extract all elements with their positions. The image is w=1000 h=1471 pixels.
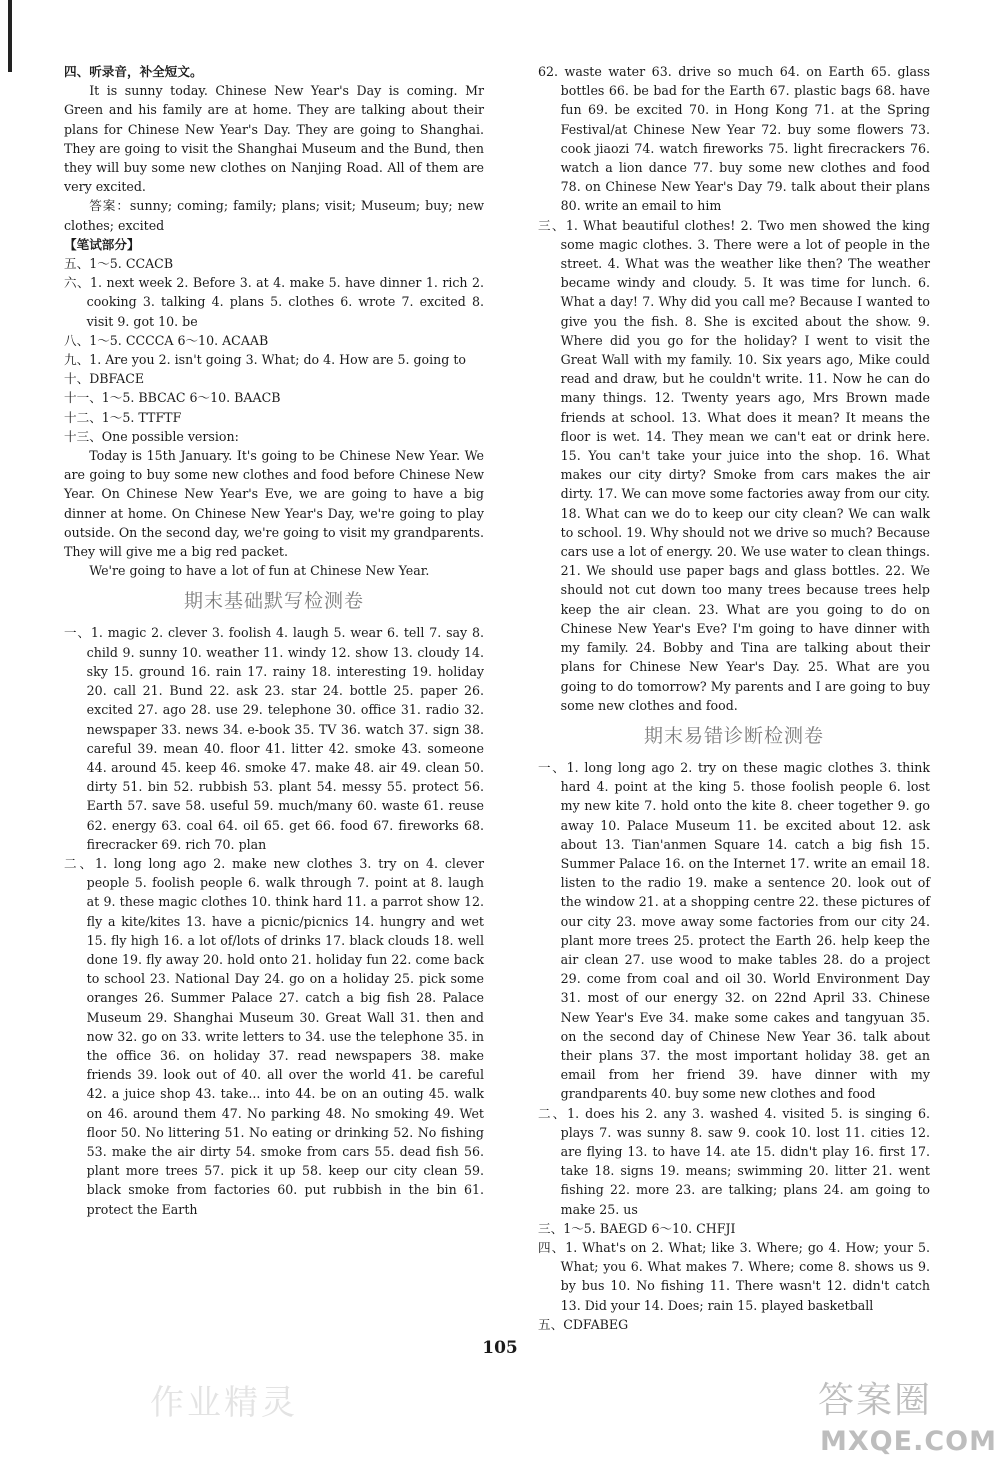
answer-item: 八、1～5. CCCCA 6～10. ACAAB (64, 332, 269, 348)
essay-paragraph: Today is 15th January. It's going to be Chinese New Year. We are going to buy some new clothes and food before Chinese New Year. On Chinese New Year's Eve, we are going to have a big dinner at home. On Chinese New Year's Day, we're going to play outside. On the second day, we're going to visit my grandparents. They will give me a big red packet. (64, 448, 484, 560)
answer-item: 二、1. does his 2. any 3. washed 4. visited 5. is singing 6. plays 7. was sunny 8. saw 9. cook 10. lost 11. cities 12. are flying 13. to have 14. ate 15. didn't play 16. first 17. take 18. signs 19. means; swimming 20. litter 21. went fishing 22. more 23. are talking; plans 24. am going to make 25. us (538, 1105, 930, 1217)
answer-item: 十一、1～5. BBCAC 6～10. BAACB (64, 390, 281, 406)
answer-item: 三、1～5. BAEGD 6～10. CHFJI (538, 1220, 736, 1236)
answer-item: 一、1. magic 2. clever 3. foolish 4. laugh 5. wear 6. tell 7. say 8. child 9. sunny 10. weather 11. windy 12. show 13. cloudy 14. sky 15. ground 16. rain 17. rainy 18. interesting 19. holiday 20. call 21. Bund 22. ask 23. star 24. bottle 25. paper 26. excited 27. ago 28. use 29. telephone 30. office 31. radio 32. newspaper 33. news 34. e-book 35. TV 36. watch 37. sign 38. careful 39. mean 40. floor 41. litter 42. smoke 43. someone 44. around 45. keep 46. smoke 47. make 48. air 49. clean 50. dirty 51. bin 52. rubbish 53. plant 54. messy 55. protect 56. Earth 57. save 58. useful 59. much/many 60. waste 61. reuse 62. energy 63. coal 64. oil 65. get 66. food 67. fireworks 68. firecracker 69. rich 70. plan (64, 625, 484, 852)
answer-item: 三、1. What beautiful clothes! 2. Two men showed the king some magic clothes. 3. There were a lot of people in the street. 4. What was the weather like then? The weather became windy and cloudy. 5. It was time for lunch. 6. What a day! 7. Why did you call me? Because I wanted to give you the fish. 8. She is excited about the show. 9. Where did you go for the holiday? I went to visit the Great Wall with my family. 10. Six years ago, Mike could read and draw, but he couldn't write. 11. Now he can do many things. 12. Twenty years ago, Mrs Brown made friends at school. 13. What does it mean? It means the floor is wet. 14. They mean we can't eat or drink here. 15. You can't take your juice into the shop. 16. What makes our city dirty? Smoke from cars makes the air dirty. 17. We can move some factories away from our city. 18. What can we do to keep our city clean? We can walk to school. 19. Why should not we drive so much? Because cars use a lot of energy. 20. We use water to clean things. 21. We should use paper bags and glass bottles. 22. We should not cut down too many trees because trees help keep the air clean. 23. What are you going to do on Chinese New Year's Eve? I'm going to have dinner with my family. 24. Bobby and Tina are talking about their plans for Chinese New Year's Day. 25. What are you going to do tomorrow? My parents and I are going to buy some new clothes and food. (538, 217, 930, 713)
watermark-text: 作业精灵 (150, 1383, 298, 1423)
answer-item: 六、1. next week 2. Before 3. at 4. make 5. have dinner 1. rich 2. cooking 3. talking 4. plans 5. clothes 6. wrote 7. excited 8. visit 9. got 10. be (64, 275, 484, 329)
watermark-logo: 答案圈 (818, 1380, 933, 1421)
answer-item: 一、1. long long ago 2. try on these magic clothes 3. think hard 4. point at the king 5. those foolish people 6. lost my new kite 7. hold onto the kite 8. cheer together 9. go away 10. Palace Museum 11. be excited about 12. ask about 13. Tian'anmen Square 14. catch a big fish 15. Summer Palace 16. on the Internet 17. write an email 18. listen to the radio 19. make a sentence 20. look out of the window 21. at a shopping centre 22. these pictures of our city 23. move away some factories from our city 24. plant more trees 25. protect the Earth 26. help keep the air clean 27. use wood to make tables 28. do a project 29. come from coal and oil 30. World Environment Day 31. most of our energy 32. on 22nd April 33. Chinese New Year's Eve 34. make some cakes and tangyuan 35. on the second day of Chinese New Year 36. talk about their plans 37. the most important holiday 38. get an email from her friend 39. have dinner with my grandparents 40. buy some new clothes and food (538, 759, 930, 1102)
answer-item: 十二、1～5. TTFTF (64, 409, 182, 425)
essay-paragraph: We're going to have a lot of fun at Chinese New Year. (89, 563, 430, 579)
section-title: 期末基础默写检测卷 (183, 590, 364, 613)
watermark-url: MXQE.COM (820, 1426, 997, 1457)
listening-answer: 答案：sunny; coming; family; plans; visit; Museum; buy; new clothes; excited (64, 198, 484, 233)
right-column (538, 62, 930, 1334)
answer-item: 十三、One possible version: (64, 428, 239, 444)
binding-edge (8, 0, 12, 72)
written-section-header: 【笔试部分】 (64, 236, 140, 252)
answer-item: 二、1. long long ago 2. make new clothes 3. try on 4. clever people 5. foolish people 6. walk through 7. point at 8. laugh at 9. these magic clothes 10. think hard 11. a parrot show 12. fly a kite/kites 13. have a picnic/picnics 14. hungry and wet 15. fly high 16. a lot of/lots of drinks 17. black clouds 18. well done 19. fly away 20. hold onto 21. holiday fun 22. come back to school 23. National Day 24. go on a holiday 25. pick some oranges 26. Summer Palace 27. catch a big fish 28. Palace Museum 29. Shanghai Museum 30. Great Wall 31. then and now 32. go on 33. write letters to 34. use the telephone 35. in the office 36. on holiday 37. read newspapers 38. make friends 39. look out of 40. all over the world 41. be careful 42. a juice shop 43. take... into 44. be on an outing 45. walk on 46. around them 47. No parking 48. No smoking 49. Wet floor 50. No littering 51. No eating or drinking 52. No fishing 53. make the air dirty 54. smoke from cars 55. dead fish 56. plant more trees 57. pick it up 58. keep our city clean 59. black smoke from factories 60. put rubbish in the bin 61. protect the Earth (64, 855, 484, 1217)
page-number: 105 (482, 1338, 518, 1358)
answer-item: 62. waste water 63. drive so much 64. on Earth 65. glass bottles 66. be bad for the Earth 67. plastic bags 68. have fun 69. be excited 70. in Hong Kong 71. at the Spring Festival/at Chinese New Year 72. buy some flowers 73. cook jiaozi 74. watch fireworks 75. light firecrackers 76. watch a lion dance 77. buy some new clothes and food 78. on Chinese New Year's Day 79. talk about their plans 80. write an email to him (538, 64, 930, 214)
answer-item: 五、CDFABEG (538, 1316, 629, 1332)
section-title: 期末易错诊断检测卷 (643, 724, 824, 747)
answer-item: 四、1. What's on 2. What; like 3. Where; go 4. How; your 5. What; you 6. What makes 7. Where; come 8. shows us 9. by bus 10. No fishing 11. There wasn't 12. didn't catch 13. Did your 14. Does; rain 15. played basketball (538, 1239, 930, 1313)
listening-title: 四、听录音，补全短文。 (64, 64, 203, 79)
answer-item: 十、DBFACE (64, 371, 145, 387)
answer-item: 九、1. Are you 2. isn't going 3. What; do 4. How are 5. going to (64, 352, 466, 368)
listening-passage: It is sunny today. Chinese New Year's Day is coming. Mr Green and his family are at home. They are talking about their plans for Chinese New Year's Day. They are going to Shanghai. They are going to visit the Shanghai Museum and the Bund, then they will buy some new clothes on Nanjing Road. All of them are very excited. (64, 83, 484, 195)
left-column (64, 62, 484, 1219)
answer-item: 五、1～5. CCACB (64, 256, 174, 272)
